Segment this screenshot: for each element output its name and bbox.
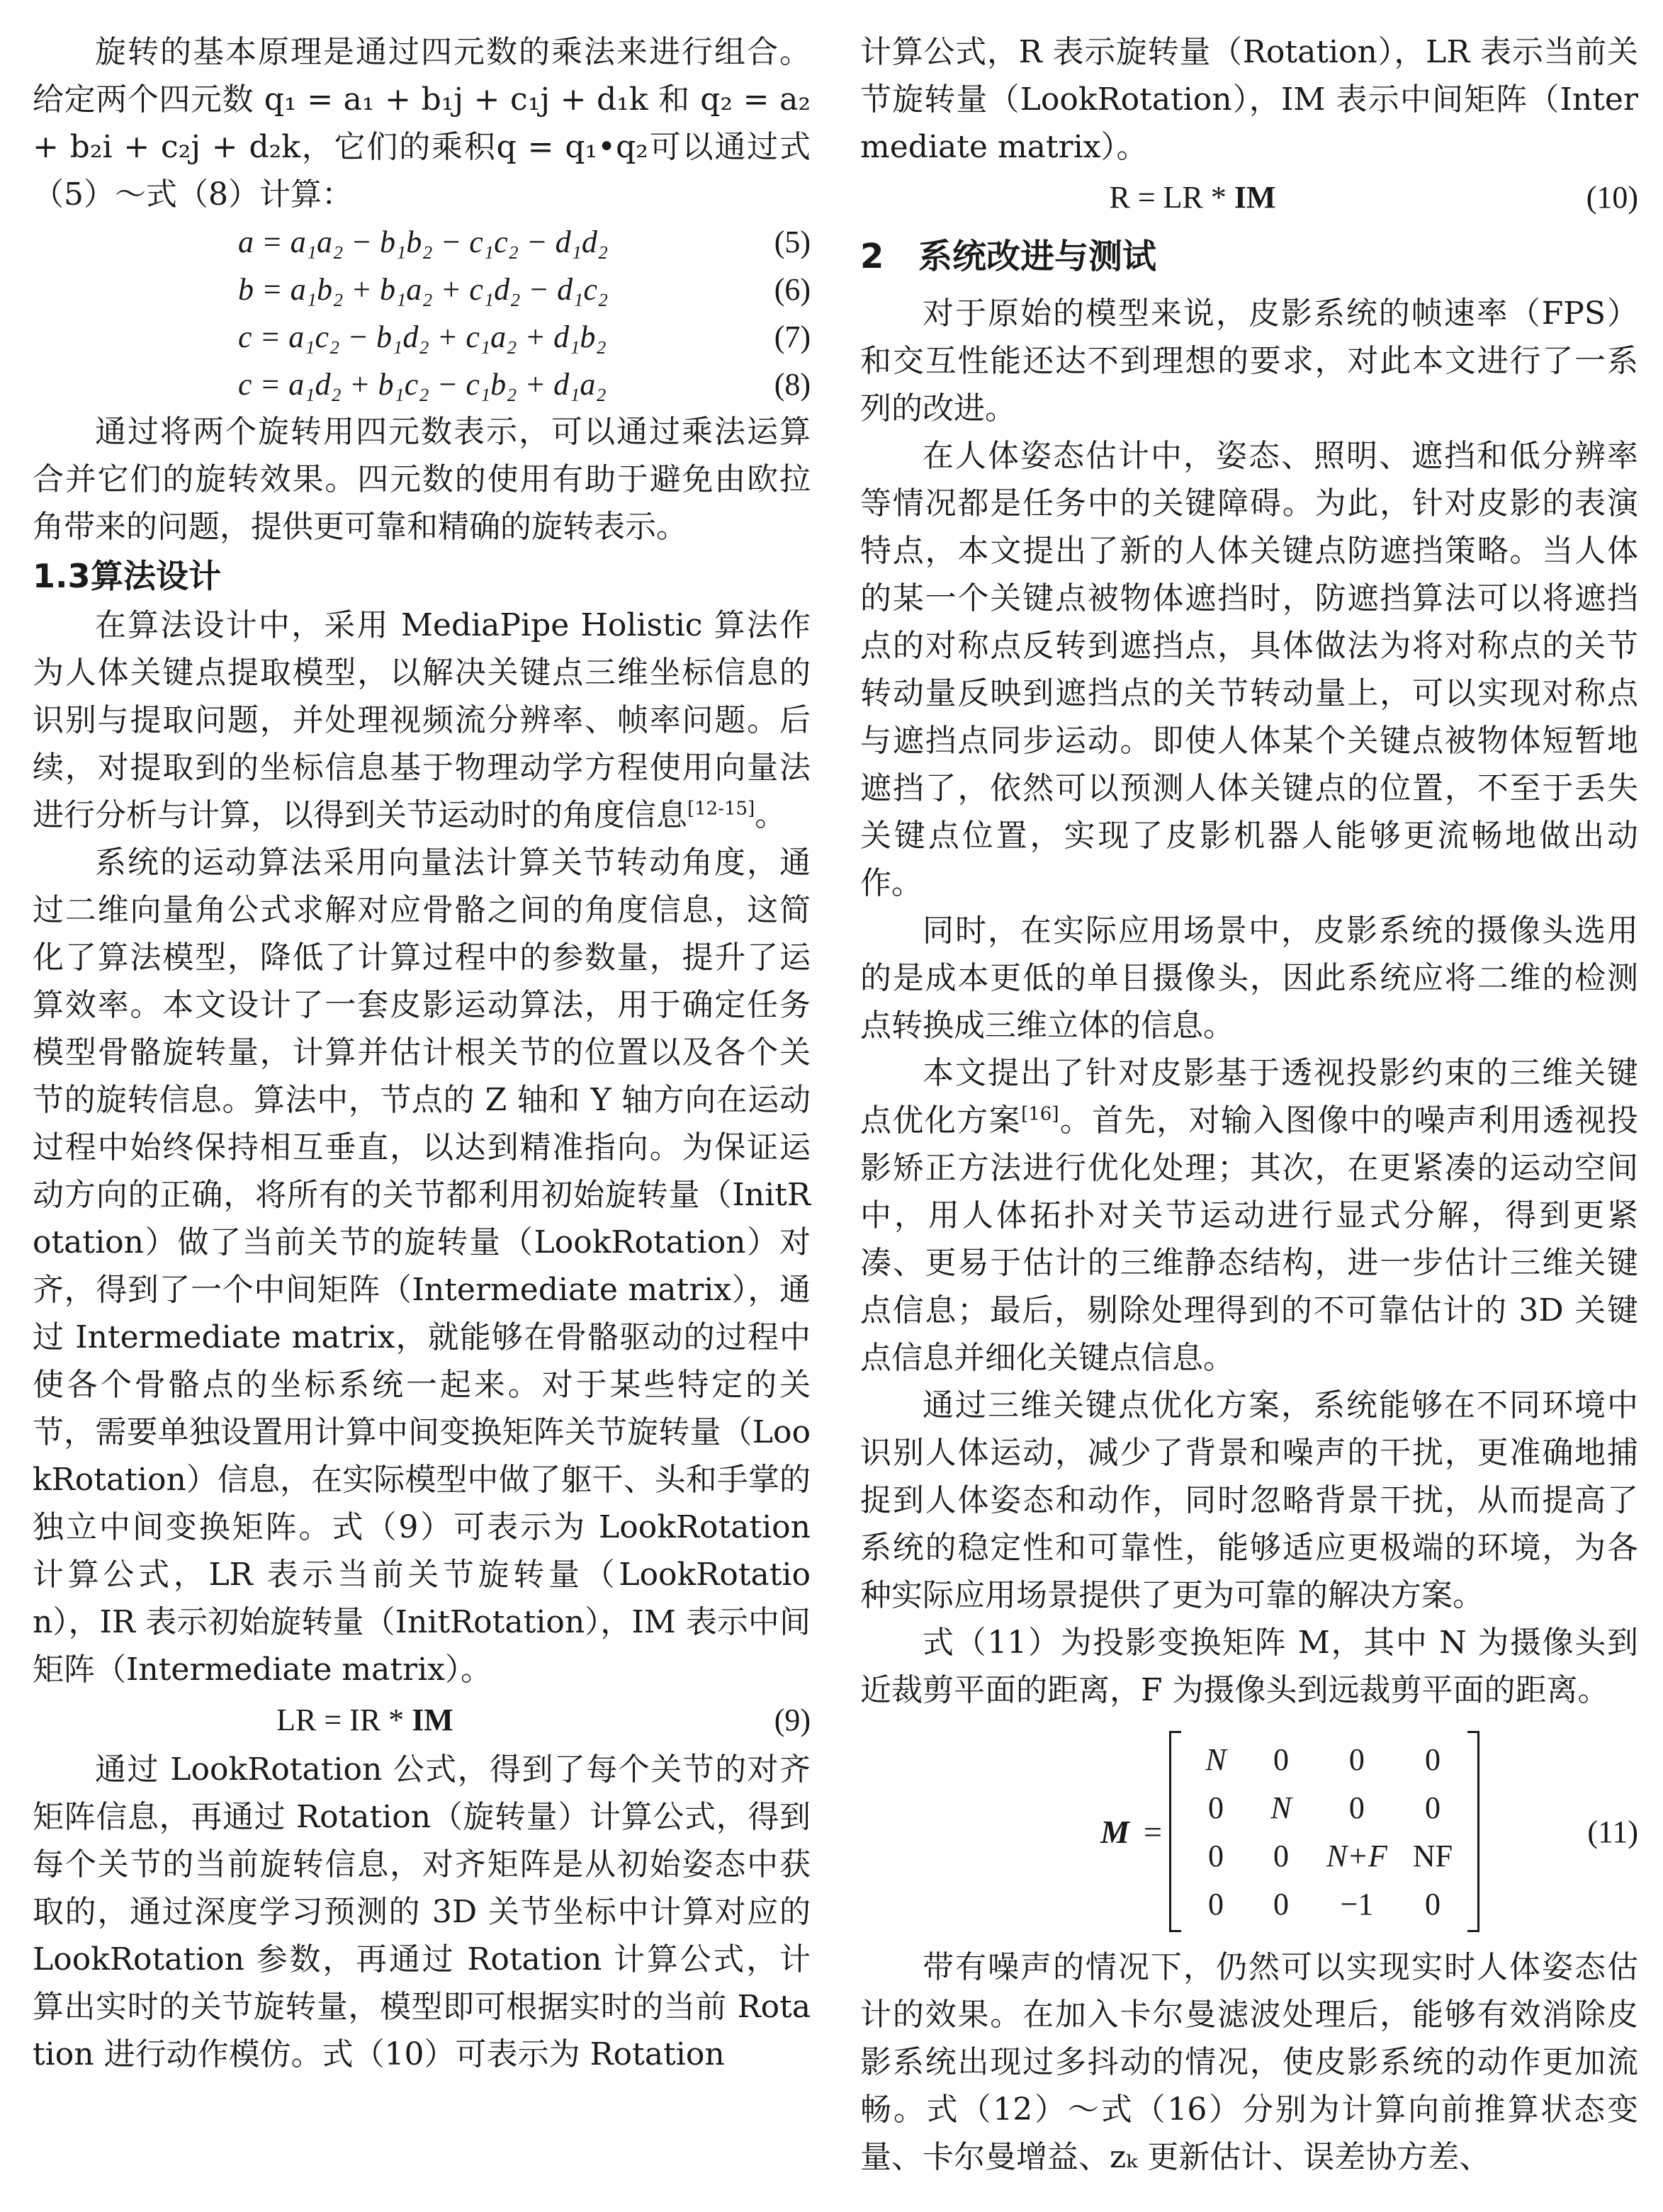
section-heading-2	[860, 226, 1638, 287]
paragraph-quaternion-benefit: 通过将两个旋转用四元数表示，可以通过乘法运算合并它们的旋转效果。四元数的使用有助于避免由欧拉角带来的问题，提供更可靠和精确的旋转表示。	[33, 414, 811, 545]
matrix-cell: NF	[1412, 1838, 1453, 1873]
equation-number: (6)	[774, 272, 811, 307]
matrix-cell: 0	[1273, 1742, 1289, 1777]
paragraph-lookrotation: 通过 LookRotation 公式，得到了每个关节的对齐矩阵信息，再通过 Rotation（旋转量）计算公式，得到每个关节的当前旋转信息，对齐矩阵是从初始姿态中获取的，通过深度学习预测的 3D 关节坐标中计算对应的 LookRotation 参数，再通过 Rotation 计算公式，计算出实时的关节旋转量，模型即可根据实时的当前 Rotation 进行动作模仿。式（10）可表示为 Rotation	[33, 1751, 811, 2072]
equation-lhs: LR = IR *	[276, 1702, 412, 1737]
equation-number: (9)	[774, 1702, 811, 1737]
citation-12-15: [12-15]	[687, 798, 755, 820]
matrix-cell: 0	[1207, 1838, 1224, 1873]
paragraph-occlusion: 在人体姿态估计中，姿态、照明、遮挡和低分辨率等情况都是任务中的关键障碍。为此，针对皮影的表演特点，本文提出了新的人体关键点防遮挡策略。当人体的某一个关键点被物体遮挡时，防遮挡算法可以将遮挡点的对称点反转到遮挡点，具体做法为将对称点的关节转动量反映到遮挡点的关节转动量上，可以实现对称点与遮挡点同步运动。即使人体某个关键点被物体短暂地遮挡了，依然可以预测人体关键点的位置，不至于丢失关键点位置，实现了皮影机器人能够更流畅地做出动作。	[860, 438, 1638, 901]
matrix-cell: 0	[1207, 1886, 1224, 1922]
section-number: 1.3	[33, 557, 91, 595]
paragraph-text-end: 。	[755, 797, 787, 833]
matrix-cell: N	[1205, 1742, 1227, 1777]
projection-matrix	[1169, 1731, 1479, 1932]
paragraph-quaternion-intro: 旋转的基本原理是通过四元数的乘法来进行组合。给定两个四元数 q₁ = a₁ + b₁j + c₁j + d₁k 和 q₂ = a₂ + b₂i + c₂j + d₂k，它们的乘积q = q₁•q₂可以通过式（5）～式（8）计算：	[33, 34, 811, 213]
matrix-cell: 0	[1207, 1790, 1224, 1825]
equation-lhs: R = LR *	[1109, 179, 1234, 215]
matrix-symbol: M	[1100, 1813, 1129, 1850]
matrix-cell: 0	[1348, 1790, 1365, 1825]
paragraph-text-end: 。首先，对输入图像中的噪声利用透视投影矫正方法进行优化处理；其次，在更紧凑的运动空间中，用人体拓扑对关节运动进行显式分解，得到更紧凑、更易于估计的三维静态结构，进一步估计三维关键点信息；最后，剔除处理得到的不可靠估计的 3D 关键点信息并细化关键点信息。	[860, 1102, 1638, 1376]
equation-number: (10)	[1586, 179, 1638, 215]
equation-11	[860, 1725, 1638, 1938]
equation-8	[33, 361, 811, 408]
citation-16: [16]	[1021, 1103, 1059, 1125]
equation-number: (11)	[1587, 1814, 1638, 1849]
paragraph-rotation-continued: 计算公式，R 表示旋转量（Rotation），LR 表示当前关节旋转量（LookRotation），IM 表示中间矩阵（Intermediate matrix）。	[860, 34, 1638, 165]
equation-expression: c = a₁d₂ + b₁c₂ − c₁b₂ + d₁a₂	[238, 367, 607, 402]
paragraph-robustness: 通过三维关键点优化方案，系统能够在不同环境中识别人体运动，减少了背景和噪声的干扰，更准确地捕捉到人体姿态和动作，同时忽略背景干扰，从而提高了系统的稳定性和可靠性，能够适应更极端的环境，为各种实际应用场景提供了更为可靠的解决方案。	[860, 1387, 1638, 1613]
matrix-cell: 0	[1425, 1742, 1441, 1777]
equation-expression: c = a₁c₂ − b₁d₂ + c₁a₂ + d₁b₂	[238, 320, 607, 354]
equation-10	[860, 171, 1638, 223]
equation-bold-term: IM	[1234, 179, 1276, 215]
matrix-cell: N	[1270, 1790, 1292, 1825]
paragraph-algorithm-design	[33, 602, 811, 839]
section-heading-1-3	[33, 551, 811, 602]
equation-number: (7)	[774, 320, 811, 354]
equation-6	[33, 266, 811, 313]
paragraph-fps: 对于原始的模型来说，皮影系统的帧速率（FPS）和交互性能还达不到理想的要求，对此本文进行了一系列的改进。	[860, 295, 1638, 427]
matrix-cell: −1	[1340, 1886, 1374, 1922]
equation-expression: a = a₁a₂ − b₁b₂ − c₁c₂ − d₁d₂	[238, 225, 609, 259]
equation-expression: b = a₁b₂ + b₁a₂ + c₁d₂ − d₁c₂	[238, 272, 609, 307]
matrix-row	[1183, 1783, 1465, 1832]
paragraph-kalman: 带有噪声的情况下，仍然可以实现实时人体姿态估计的效果。在加入卡尔曼滤波处理后，能够有效消除皮影系统出现过多抖动的情况，使皮影系统的动作更加流畅。式（12）～式（16）分别为计算向前推算状态变量、卡尔曼增益、zₖ 更新估计、误差协方差、	[860, 1949, 1638, 2175]
matrix-cell: 0	[1273, 1838, 1289, 1873]
paragraph-text: 在算法设计中，采用 MediaPipe Holistic 算法作为人体关键点提取模型，以解决关键点三维坐标信息的识别与提取问题，并处理视频流分辨率、帧率问题。后续，对提取到的坐标信息基于物理动学方程使用向量法进行分析与计算，以得到关节运动时的角度信息	[33, 607, 811, 833]
section-number: 2	[860, 237, 884, 276]
right-column	[860, 28, 1638, 2181]
matrix-row	[1183, 1880, 1465, 1928]
matrix-table	[1183, 1735, 1465, 1928]
left-column	[33, 28, 811, 2078]
equation-expression	[33, 1696, 697, 1744]
paragraph-text: 本文提出了针对皮影基于透视投影约束的三维关键点优化方案	[860, 1055, 1638, 1139]
paragraph-motion-algorithm: 系统的运动算法采用向量法计算关节转动角度，通过二维向量角公式求解对应骨骼之间的角度信息，这简化了算法模型，降低了计算过程中的参数量，提升了运算效率。本文设计了一套皮影运动算法，用于确定任务模型骨骼旋转量，计算并估计根关节的位置以及各个关节的旋转信息。算法中，节点的 Z 轴和 Y 轴方向在运动过程中始终保持相互垂直，以达到精准指向。为保证运动方向的正确，将所有的关节都利用初始旋转量（InitRotation）做了当前关节的旋转量（LookRotation）对齐，得到了一个中间矩阵（Intermediate matrix），通过 Intermediate matrix，就能够在骨骼驱动的过程中使各个骨骼点的坐标系统一起来。对于某些特定的关节，需要单独设置用计算中间变换矩阵关节旋转量（LookRotation）信息，在实际模型中做了躯干、头和手掌的独立中间变换矩阵。式（9）可表示为 LookRotation 计算公式，LR 表示当前关节旋转量（LookRotation），IR 表示初始旋转量（InitRotation），IM 表示中间矩阵（Intermediate matrix）。	[33, 845, 811, 1688]
equation-9	[33, 1693, 811, 1746]
equals-sign: =	[1144, 1813, 1162, 1850]
matrix-cell: 0	[1425, 1886, 1441, 1922]
matrix-cell: 0	[1348, 1742, 1365, 1777]
equation-number: (5)	[774, 225, 811, 259]
section-title: 系统改进与测试	[918, 237, 1157, 276]
matrix-row	[1183, 1832, 1465, 1880]
equation-bold-term: IM	[412, 1702, 453, 1737]
paragraph-projection: 式（11）为投影变换矩阵 M，其中 N 为摄像头到近裁剪平面的距离，F 为摄像头到远裁剪平面的距离。	[860, 1625, 1638, 1708]
matrix-row	[1183, 1735, 1465, 1783]
paragraph-camera: 同时，在实际应用场景中，皮影系统的摄像头选用的是成本更低的单目摄像头，因此系统应将二维的检测点转换成三维立体的信息。	[860, 913, 1638, 1044]
equation-expression	[860, 174, 1525, 221]
matrix-cell: 0	[1425, 1790, 1441, 1825]
paragraph-3d-keypoints	[860, 1049, 1638, 1382]
equation-7	[33, 313, 811, 361]
equation-5	[33, 218, 811, 266]
equation-number: (8)	[774, 367, 811, 402]
matrix-cell: 0	[1273, 1886, 1289, 1922]
matrix-cell: N+F	[1326, 1838, 1387, 1873]
section-title: 算法设计	[91, 557, 221, 595]
